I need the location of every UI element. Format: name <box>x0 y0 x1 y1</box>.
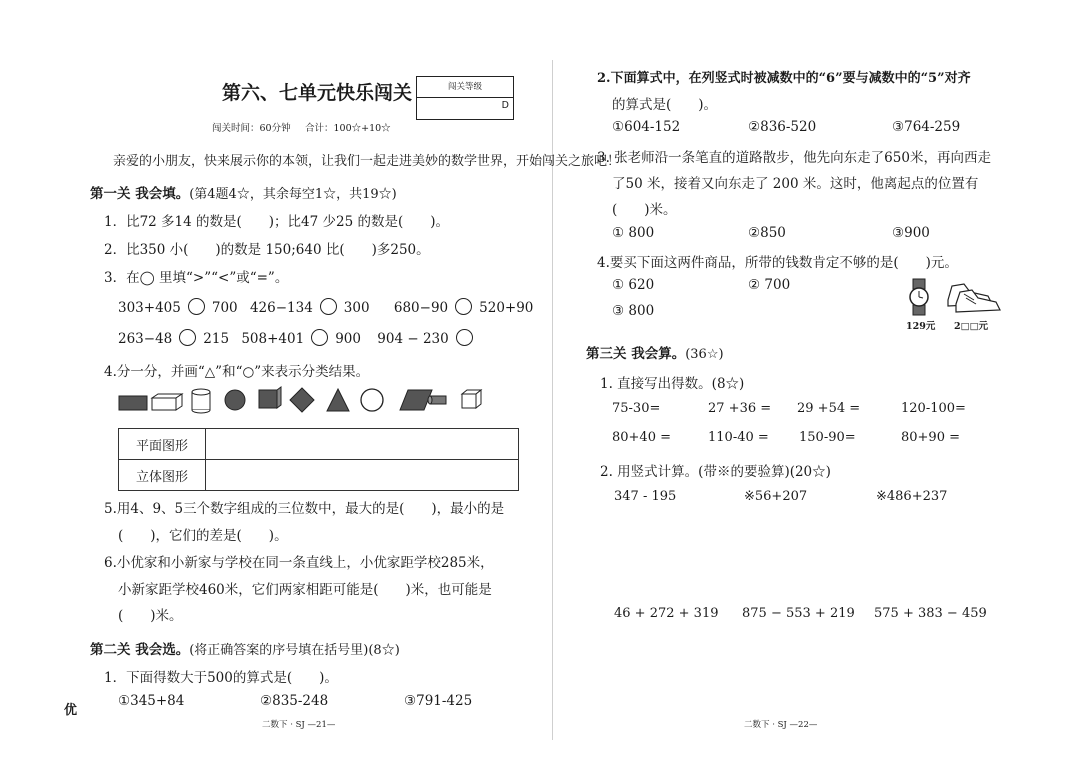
plane-shapes-label: 平面图形 <box>119 429 206 460</box>
small-cylinder-shape <box>428 396 446 404</box>
r-q4-option-1[interactable]: ① 620 <box>612 277 655 293</box>
parallelogram-shape <box>400 390 432 410</box>
q2-1-option-1[interactable]: ①345+84 <box>118 693 185 709</box>
cube-shape-dark <box>259 387 281 408</box>
section-3-note: (36☆) <box>685 347 724 362</box>
compare-expr: 900 <box>335 331 361 347</box>
oral-calc: 29 +54 = <box>797 401 861 416</box>
watch-icon <box>904 278 934 316</box>
level-box-value: D <box>501 100 509 111</box>
q1-6b: 小新家距学校460米，它们两家相距可能是( )米，也可能是 <box>118 582 492 598</box>
section-1-title: 第一关 我会填。 <box>90 186 190 202</box>
compare-expr: 215 <box>203 331 230 347</box>
q2-1-option-3[interactable]: ③791-425 <box>404 693 473 709</box>
footer-left: 二数下 · SJ —21— <box>262 720 336 730</box>
q1-2: 2．比350 小( )的数是 150;640 比( )多250。 <box>104 242 430 258</box>
compare-circle[interactable] <box>179 329 196 346</box>
r-q3-option-2[interactable]: ②850 <box>748 225 786 241</box>
vertical-calc: 575 + 383 − 459 <box>874 606 987 621</box>
solid-shapes-answer[interactable] <box>206 460 519 491</box>
r-q4-option-3[interactable]: ③ 800 <box>612 303 655 319</box>
compare-expr: 520+90 <box>479 300 534 316</box>
r-q2-option-1[interactable]: ①604-152 <box>612 119 681 135</box>
circle-shape <box>361 389 383 411</box>
compare-expr: 904 − 230 <box>377 331 449 347</box>
compare-expr: 426−134 <box>249 300 313 316</box>
corner-mark: 优 <box>64 703 78 718</box>
total-score: 合计：100☆+10☆ <box>305 123 391 134</box>
oral-calc: 75-30= <box>612 401 661 416</box>
oral-calc: 80+40 = <box>612 430 672 445</box>
r-q2a: 2.下面算式中，在列竖式时被减数中的“6”要与减数中的“5”对齐 <box>597 71 971 86</box>
time-limit: 闯关时间：60分钟 <box>212 123 291 134</box>
compare-circle[interactable] <box>320 298 337 315</box>
footer-right: 二数下 · SJ —22— <box>744 720 818 730</box>
oral-calc: 120-100= <box>901 401 966 416</box>
shoe-price: 2□□元 <box>954 321 989 332</box>
compare-circle[interactable] <box>311 329 328 346</box>
vertical-calc: 347 - 195 <box>614 489 677 504</box>
vertical-calc: ※486+237 <box>876 489 948 504</box>
section-2-heading <box>90 638 400 658</box>
r-q3-option-1[interactable]: ① 800 <box>612 225 655 241</box>
vertical-calc: ※56+207 <box>744 489 808 504</box>
shapes-row <box>116 384 496 416</box>
circle-shape-dark <box>225 390 245 410</box>
page-title: 第六、七单元快乐闯关 <box>222 82 413 104</box>
diamond-shape <box>290 388 314 412</box>
section-2-title: 第二关 我会选。 <box>90 642 190 658</box>
section-2-note: (将正确答案的序号填在括号里)(8☆) <box>189 643 400 658</box>
r-s3-q2: 2. 用竖式计算。(带※的要验算)(20☆) <box>600 464 831 480</box>
triangle-shape <box>327 389 349 411</box>
q1-6a: 6.小优家和小新家与学校在同一条直线上，小优家距学校285米， <box>104 555 494 571</box>
small-cube-shape <box>462 390 481 408</box>
q2-1: 1．下面得数大于500的算式是( )。 <box>104 670 338 686</box>
compare-row-2 <box>118 329 480 347</box>
compare-expr: 263−48 <box>118 331 173 347</box>
table-row <box>119 460 519 491</box>
compare-expr: 303+405 <box>118 300 181 316</box>
q2-1-option-2[interactable]: ②835-248 <box>260 693 329 709</box>
section-1-note: (第4题4☆，其余每空1☆，共19☆) <box>189 187 397 202</box>
compare-expr: 300 <box>343 300 370 316</box>
r-q2-option-3[interactable]: ③764-259 <box>892 119 961 135</box>
r-q3b: 了50 米，接着又向东走了 200 米。这时，他离起点的位置有 <box>612 176 979 192</box>
plane-shapes-answer[interactable] <box>206 429 519 460</box>
r-q2b: 的算式是( )。 <box>612 97 718 113</box>
classify-table <box>118 428 519 491</box>
r-q4-option-2[interactable]: ② 700 <box>748 277 791 293</box>
section-3-title: 第三关 我会算。 <box>586 346 686 362</box>
compare-circle[interactable] <box>188 298 205 315</box>
q1-6c: ( )米。 <box>118 608 183 624</box>
oral-calc: 150-90= <box>799 430 856 445</box>
section-3-heading <box>586 342 724 362</box>
oral-calc: 110-40 = <box>708 430 769 445</box>
oral-calc: 80+90 = <box>901 430 961 445</box>
r-q3c: ( )米。 <box>612 202 677 218</box>
vertical-calc: 46 + 272 + 319 <box>614 606 719 621</box>
compare-expr: 508+401 <box>241 331 305 347</box>
r-q3a: 3. 张老师沿一条笔直的道路散步，他先向东走了650米，再向西走 <box>597 150 991 166</box>
table-row <box>119 429 519 460</box>
r-q2-option-2[interactable]: ②836-520 <box>748 119 817 135</box>
compare-expr: 700 <box>211 300 238 316</box>
watch-price: 129元 <box>906 321 936 332</box>
cylinder-shape <box>192 389 210 413</box>
oral-calc: 27 +36 = <box>708 401 772 416</box>
r-q4: 4.要买下面这两件商品，所带的钱数肯定不够的是( )元。 <box>597 255 958 271</box>
r-s3-q1: 1. 直接写出得数。(8☆) <box>600 376 745 392</box>
compare-expr: 680−90 <box>393 300 449 316</box>
compare-circle[interactable] <box>455 298 472 315</box>
shoes-icon <box>944 278 1002 314</box>
q1-1: 1．比72 多14 的数是( )；比47 少25 的数是( )。 <box>104 214 450 230</box>
q1-4: 4.分一分，并画“△”和“○”来表示分类结果。 <box>104 364 370 380</box>
q1-5b: ( )，它们的差是( )。 <box>118 528 288 544</box>
vertical-calc: 875 − 553 + 219 <box>742 606 855 621</box>
q1-3: 3．在◯ 里填“>”“<”或“=”。 <box>104 270 289 286</box>
intro-text: 亲爱的小朋友，快来展示你的本领，让我们一起走进美妙的数学世界，开始闯关之旅吧！ <box>113 154 621 169</box>
level-box-header: 闯关等级 <box>417 77 513 98</box>
solid-shapes-label: 立体图形 <box>119 460 206 491</box>
r-q3-option-3[interactable]: ③900 <box>892 225 930 241</box>
compare-row-1 <box>118 298 533 316</box>
rectangle-shape <box>119 396 147 410</box>
section-1-heading <box>90 182 397 202</box>
cuboid-shape <box>152 394 182 410</box>
compare-circle[interactable] <box>456 329 473 346</box>
q1-5a: 5.用4、9、5三个数字组成的三位数中，最大的是( )，最小的是 <box>104 501 505 517</box>
level-box <box>416 76 514 120</box>
